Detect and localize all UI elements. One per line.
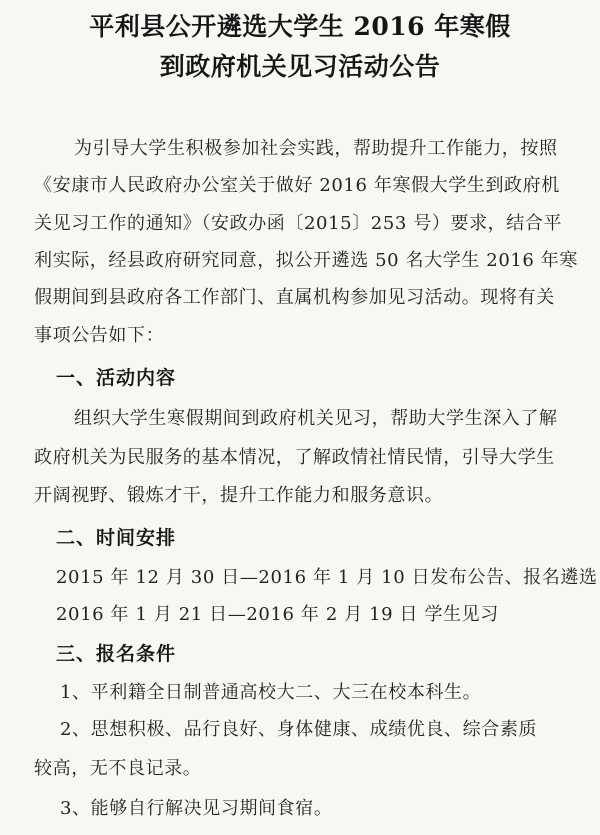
intro-line: 关见习工作的通知》（安政办函〔2015〕253 号）要求，结合平: [34, 213, 563, 234]
intro-line: 为引导大学生积极参加社会实践，帮助提升工作能力，按照: [74, 138, 558, 159]
intro-line: 假期间到县政府各工作部门、直属机构参加见习活动。现将有关: [34, 287, 555, 308]
eligibility-line: 2、思想积极、品行良好、身体健康、成绩优良、综合素质: [60, 719, 538, 740]
schedule-line: 2016 年 1 月 21 日—2016 年 2 月 19 日 学生见习: [56, 604, 499, 625]
activity-line: 政府机关为民服务的基本情况，了解政情社情民情，引导大学生: [34, 447, 555, 468]
schedule-line: 2015 年 12 月 30 日—2016 年 1 月 10 日发布公告、报名遴选: [56, 567, 598, 588]
section-heading-activity: 一、活动内容: [56, 367, 177, 389]
intro-line: 《安康市人民政府办公室关于做好 2016 年寒假大学生到政府机: [34, 175, 560, 196]
notice-title-line-2: 到政府机关见习活动公告: [159, 52, 441, 81]
eligibility-line: 较高，无不良记录。: [34, 758, 202, 779]
eligibility-line: 3、能够自行解决见习期间食宿。: [60, 798, 333, 819]
section-heading-schedule: 二、时间安排: [56, 527, 177, 549]
intro-line: 事项公告如下：: [34, 325, 165, 346]
activity-line: 开阔视野、锻炼才干，提升工作能力和服务意识。: [34, 485, 444, 506]
section-heading-eligibility: 三、报名条件: [56, 643, 177, 665]
intro-line: 利实际，经县政府研究同意，拟公开遴选 50 名大学生 2016 年寒: [34, 250, 578, 271]
eligibility-line: 1、平利籍全日制普通高校大二、大三在校本科生。: [60, 682, 482, 703]
notice-title-line-1: 平利县公开遴选大学生 2016 年寒假: [89, 12, 511, 41]
activity-line: 组织大学生寒假期间到政府机关见习，帮助大学生深入了解: [74, 408, 558, 429]
